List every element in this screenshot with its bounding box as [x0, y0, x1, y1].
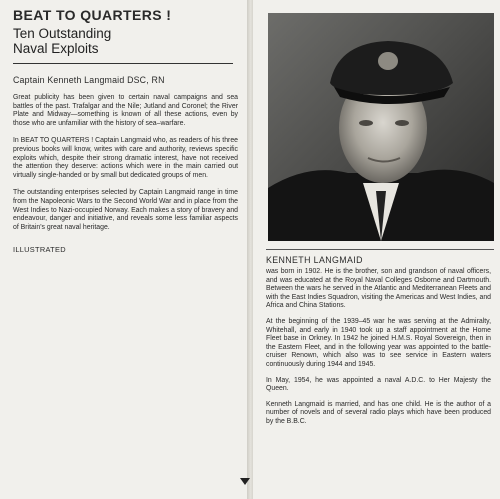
author-portrait [268, 13, 494, 241]
fold-marker-icon [240, 478, 250, 485]
illustrated-label: ILLUSTRATED [13, 245, 66, 255]
blurb-paragraph-1: Great publicity has been given to certain naval campaigns and sea battles of the past. Trafalgar and the Nile; Jutland and Coronel; the River Plate and Midway—something is known of all these actions, even by those who are unfamiliar with the history of sea–warfare. [13, 94, 238, 127]
bio-paragraph-3: In May, 1954, he was appointed a naval A.D.C. to Her Majesty the Queen. [266, 376, 491, 393]
front-flap [0, 0, 247, 499]
bio-paragraph-2: At the beginning of the 1939–45 war he was serving at the Admiralty, Whitehall, and early in 1940 took up a staff appointment at the Home Fleet base in Orkney. In 1942 he joined H.M.S. Royal Sovereign, then in the Eastern Fleet, and in the following year was appointed to the battle-cruiser Renown, which also was to see service in Eastern waters continuously during 1944 and 1945. [266, 317, 491, 368]
blurb-paragraph-3: The outstanding enterprises selected by Captain Langmaid range in time from the Napoleonic Wars to the Second World War and in place from the West Indies to Nazi-occupied Norway. Each makes a story of bravery and endeavour, danger and initiative, and reveals some less familiar aspects of Britain's great naval heritage. [13, 189, 238, 231]
author-name-heading: KENNETH LANGMAID [266, 255, 363, 265]
portrait-image [268, 13, 494, 241]
blurb-paragraph-2: In BEAT TO QUARTERS ! Captain Langmaid who, as readers of his three previous books will know, writes with care and authority, reviews specific exploits which, despite their strong dramatic interest, have not received the attention they deserve: actions which were in the main carried out virtually single-handed or by small but dedicated groups of men. [13, 137, 238, 179]
bio-paragraph-4: Kenneth Langmaid is married, and has one child. He is the author of a number of novels and of several radio plays which have been produced by the B.B.C. [266, 400, 491, 425]
back-flap [253, 0, 500, 499]
book-subtitle-line-2: Naval Exploits [13, 41, 99, 56]
title-divider [13, 63, 233, 64]
author-credit: Captain Kenneth Langmaid DSC, RN [13, 75, 165, 85]
book-subtitle-line-1: Ten Outstanding [13, 26, 112, 41]
book-title: BEAT TO QUARTERS ! [13, 7, 172, 23]
portrait-divider [266, 249, 494, 250]
bio-paragraph-1: was born in 1902. He is the brother, son and grandson of naval officers, and was educated at the Royal Naval Colleges Osborne and Dartmouth. Between the wars he served in the Atlantic and Mediterranean Fleets and with the East Indies Squadron, visiting the Americas and West Indies, and Africa and China Stations. [266, 268, 491, 310]
